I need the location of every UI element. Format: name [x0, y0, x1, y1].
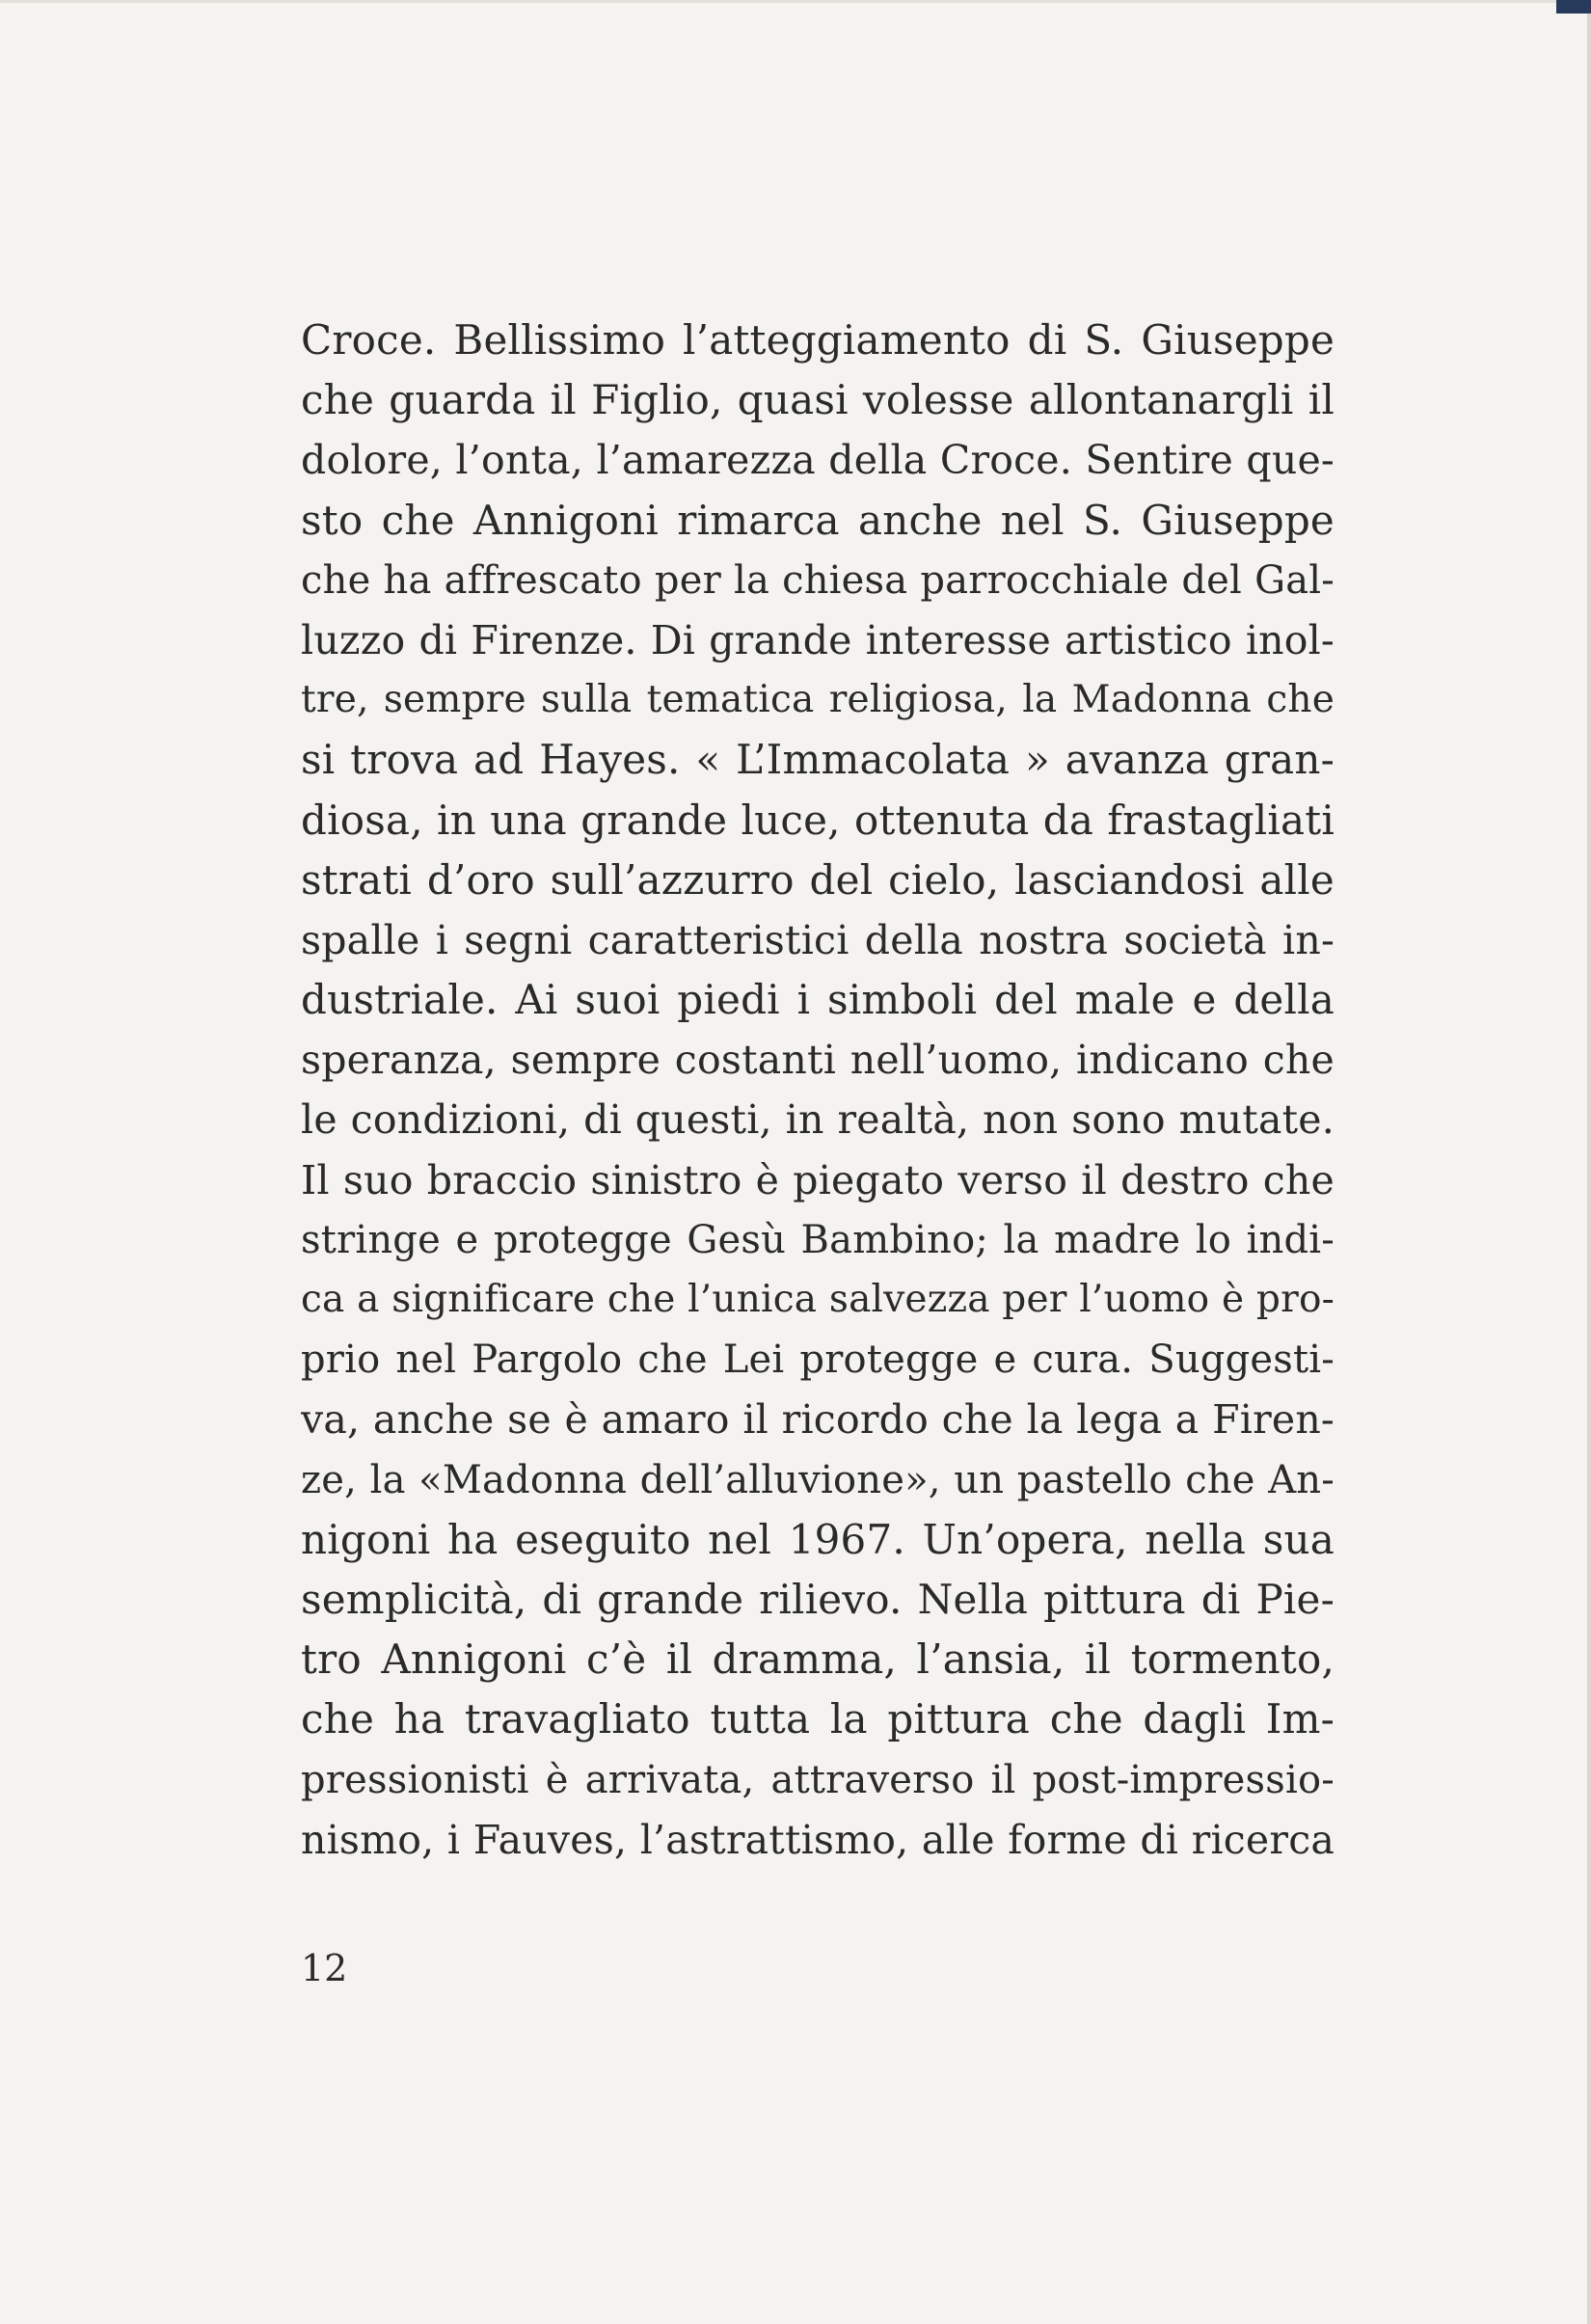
body-text [301, 311, 1335, 1870]
text-line: che ha affrescato per la chiesa parrocchiale del Gal- [301, 557, 1335, 603]
page-top-edge [0, 0, 1591, 3]
text-line: pressionisti è arrivata, attraverso il post-impressio- [301, 1757, 1335, 1802]
text-line: speranza, sempre costanti nell’uomo, indicano che [301, 1037, 1335, 1084]
text-line: che ha travagliato tutta la pittura che dagli Im- [301, 1695, 1335, 1743]
text-line: prio nel Pargolo che Lei protegge e cura. Suggesti- [301, 1338, 1335, 1383]
text-line: strati d’oro sull’azzurro del cielo, lasciandosi alle [301, 855, 1335, 904]
text-line: nigoni ha eseguito nel 1967. Un’opera, nella sua [301, 1515, 1335, 1563]
text-line: semplicità, di grande rilievo. Nella pittura di Pie- [301, 1575, 1335, 1623]
text-line: nismo, i Fauves, l’astrattismo, alle forme di ricerca [301, 1816, 1335, 1863]
text-line: Il suo braccio sinistro è piegato verso il destro che [301, 1156, 1335, 1203]
page-right-edge [1587, 0, 1591, 2324]
text-line: si trova ad Hayes. « L’Immacolata » avanza gran- [301, 736, 1335, 784]
text-line: ca a significare che l’unica salvezza per l’uomo è pro- [301, 1278, 1335, 1321]
text-line: spalle i segni caratteristici della nostra società in- [301, 916, 1335, 963]
text-line: tre, sempre sulla tematica religiosa, la Madonna che [301, 678, 1335, 722]
text-line: dustriale. Ai suoi piedi i simboli del male e della [301, 976, 1335, 1024]
text-line: le condizioni, di questi, in realtà, non sono mutate. [301, 1096, 1335, 1144]
text-line: dolore, l’onta, l’amarezza della Croce. Sentire que- [301, 437, 1335, 484]
text-line: luzzo di Firenze. Di grande interesse artistico inol- [301, 616, 1335, 663]
text-line: Croce. Bellissimo l’atteggiamento di S. Giuseppe [301, 316, 1335, 364]
text-line: che guarda il Figlio, quasi volesse allontanargli il [301, 376, 1335, 424]
text-line: stringe e protegge Gesù Bambino; la madre lo indi- [301, 1217, 1335, 1262]
text-line: tro Annigoni c’è il dramma, l’ansia, il tormento, [301, 1635, 1335, 1684]
page-number: 12 [301, 1947, 348, 1989]
cover-corner [1556, 0, 1591, 14]
text-line: diosa, in una grande luce, ottenuta da frastagliati [301, 796, 1335, 844]
text-line: sto che Annigoni rimarca anche nel S. Giuseppe [301, 496, 1335, 544]
text-line: va, anche se è amaro il ricordo che la lega a Firen- [301, 1396, 1335, 1444]
text-line: ze, la «Madonna dell’alluvione», un pastello che An- [301, 1457, 1335, 1502]
